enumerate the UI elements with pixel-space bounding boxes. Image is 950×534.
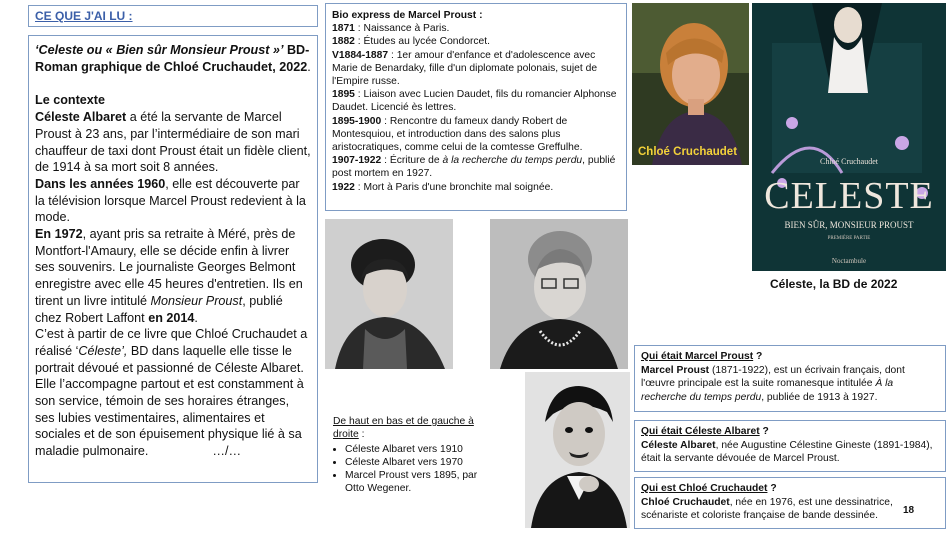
caption-chloe: Chloé Cruchaudet — [638, 146, 738, 158]
book-title-quote: ‘Celeste ou « Bien sûr Monsieur Proust »’ — [35, 43, 284, 57]
book-title: ‘Celeste ou « Bien sûr Monsieur Proust »’ BD-Roman graphique de Chloé Cruchaudet, 2022. — [35, 43, 311, 74]
context-heading: Le contexte — [35, 93, 105, 108]
legend-title: De haut en bas et de gauche à droite — [333, 416, 474, 441]
info-box-proust — [634, 345, 946, 412]
info-box-text: Céleste Albaret, née Augustine Célestine Gineste (1891-1984), était la servante dévouée de Marcel Proust. — [641, 439, 933, 465]
info-box-title: Qui est Chloé Cruchaudet ? — [641, 483, 777, 494]
cover-title: CELESTE — [764, 175, 934, 217]
info-box-celeste — [634, 420, 946, 472]
list-item: • Céleste Albaret vers 1910 — [345, 443, 493, 456]
bio-entry: 1895-1900 : Rencontre du fameux dandy Robert de Montesquiou, et introduction dans des salons plus aristocratiques, comme celui de la comtesse Greffulhe. — [332, 115, 583, 154]
photo-celeste-1910 — [325, 219, 453, 369]
list-item: • Céleste Albaret vers 1970 — [345, 456, 493, 469]
list-item: • Marcel Proust vers 1895, par Otto Wegener. — [345, 469, 493, 496]
bio-entry: 1895 : Liaison avec Lucien Daudet, fils du romancier Alphonse Daudet. Licencié ès lettres. — [332, 89, 617, 114]
info-box-text: Chloé Cruchaudet, née en 1976, est une dessinatrice, scénariste et coloriste française de bande dessinée. — [641, 496, 893, 522]
bio-title: Bio express de Marcel Proust : — [332, 10, 483, 21]
bio-entry: 1871 : Naissance à Paris. — [332, 23, 450, 35]
info-box-text: Marcel Proust (1871-1922), est un écrivain français, dont l'œuvre principale est la suite romanesque intitulée À la recherche du temps perdu, publiée de 1913 à 1927. — [641, 364, 905, 403]
section-header — [28, 5, 318, 27]
cover-part: PREMIÈRE PARTIE — [827, 236, 871, 241]
bio-entry: V1884-1887 : 1er amour d'enfance et d'adolescence avec Marie de Benardaky, fille d'un diplomate polonais, sujet de l'Empire russe. — [332, 49, 598, 88]
info-box-title: Qui était Céleste Albaret ? — [641, 426, 769, 437]
book-cover — [752, 3, 946, 271]
cover-author: Chloé Cruchaudet — [820, 157, 878, 166]
caption-bd: Céleste, la BD de 2022 — [770, 277, 898, 291]
cover-publisher: Noctambule — [831, 257, 867, 265]
photo-chloe-cruchaudet — [632, 3, 749, 165]
book-title-rest: BD-Roman graphique de Chloé Cruchaudet, 2022 — [35, 43, 310, 74]
section-header-label: CE QUE J'AI LU : — [35, 9, 133, 23]
bio-entry: 1882 : Études au lycée Condorcet. — [332, 36, 491, 48]
photo-legend: De haut en bas et de gauche à droite : • Céleste Albaret vers 1910 • Céleste Albaret vers 1970 • Marcel Proust vers 1895, par Otto Wegener. — [333, 415, 493, 496]
info-box-title: Qui était Marcel Proust ? — [641, 351, 763, 362]
context-paragraph-3: En 1972, ayant pris sa retraite à Méré, près de Montfort-l'Amaury, elle se décide enfin à livrer ses souvenirs. Le journaliste Georges Belmont enregistre avec elle 45 heures d'entretien. Ils en tirent un livre intitulé Monsieur Proust, publié chez Robert Laffont en 2014. — [35, 227, 303, 325]
context-paragraph-2: Dans les années 1960, elle est découverte par la télévision lorsque Marcel Proust redevient à la mode. — [35, 176, 306, 225]
photo-celeste-1970 — [490, 219, 628, 369]
reading-summary — [28, 35, 318, 483]
bio-express — [325, 3, 627, 211]
continued-marker: …/… — [212, 444, 242, 459]
page-number: 18 — [903, 505, 915, 516]
legend-list — [333, 443, 493, 496]
bio-entry: 1907-1922 : Écriture de à la recherche du temps perdu, publié post mortem en 1927. — [332, 155, 616, 180]
photo-marcel-proust — [525, 372, 630, 528]
context-paragraph-1: Céleste Albaret a été la servante de Marcel Proust à 23 ans, par l’intermédiaire de son mari chauffeur de taxi dont Proust était un fidèle client, de 1914 à sa mort soit 8 années. — [35, 110, 311, 175]
context-paragraph-4: C’est à partir de ce livre que Chloé Cruchaudet a réalisé ‘Céleste’, BD dans laquelle elle tisse le portrait dévoué et passionné de Céleste Albaret. Elle l’accompagne partout et est constamment à son service, témoin de ses horaires étranges, ses lubies vestimentaires, alimentaires et sociales et de son épuisement physique lié à sa maladie pulmonaire. …/… — [35, 327, 308, 459]
bio-entry: 1922 : Mort à Paris d'une bronchite mal soignée. — [332, 181, 554, 193]
info-box-chloe — [634, 477, 946, 529]
cover-subtitle: BIEN SÛR, MONSIEUR PROUST — [784, 220, 914, 230]
